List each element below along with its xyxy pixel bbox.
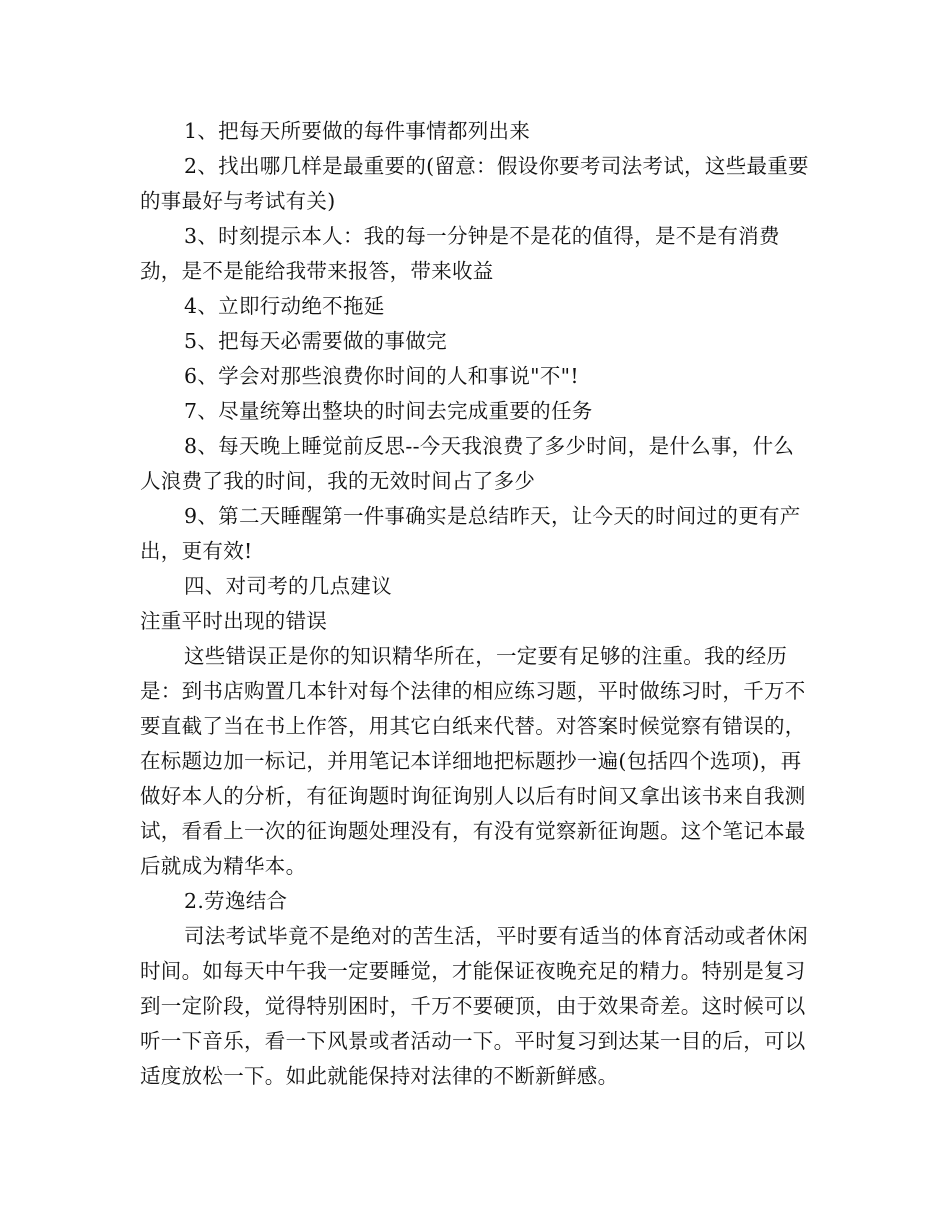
paragraph-balance: 司法考试毕竟不是绝对的苦生活，平时要有适当的体育活动或者休闲时间。如每天中午我一定要睡觉，才能保证夜晚充足的精力。特别是复习到一定阶段，觉得特别困时，千万不要硬顶，由于效果奇差。这时候可以听一下音乐，看一下风景或者活动一下。平时复习到达某一目的后，可以适度放松一下。如此就能保持对法律的不断新鲜感。 [140,924,808,1088]
list-item-8: 8、每天晚上睡觉前反思--今天我浪费了多少时间，是什么事，什么人浪费了我的时间，我的无效时间占了多少 [140,434,795,493]
document-body [140,114,812,1094]
list-item-4: 4、立即行动绝不拖延 [184,294,385,318]
list-item-9: 9、第二天睡醒第一件事确实是总结昨天，让今天的时间过的更有产出，更有效! [140,504,801,563]
list-item-3: 3、时刻提示本人：我的每一分钟是不是花的值得，是不是有消费劲，是不是能给我带来报答，带来收益 [140,224,780,283]
list-item-2: 2、找出哪几样是最重要的(留意：假设你要考司法考试，这些最重要的事最好与考试有关) [140,154,809,213]
list-item-6: 6、学会对那些浪费你时间的人和事说"不"! [184,364,579,388]
section-heading: 四、对司考的几点建议 [184,574,392,598]
list-item-7: 7、尽量统筹出整块的时间去完成重要的任务 [184,399,593,423]
list-item-1: 1、把每天所要做的每件事情都列出来 [184,119,531,143]
list-item-5: 5、把每天必需要做的事做完 [184,329,447,353]
subheading-errors: 注重平时出现的错误 [140,609,328,633]
subheading-balance: 2.劳逸结合 [184,889,288,913]
paragraph-errors: 这些错误正是你的知识精华所在，一定要有足够的注重。我的经历是：到书店购置几本针对每个法律的相应练习题，平时做练习时，千万不要直截了当在书上作答，用其它白纸来代替。对答案时候觉察有错误的，在标题边加一标记，并用笔记本详细地把标题抄一遍(包括四个选项)，再做好本人的分析，有征询题时询征询别人以后有时间又拿出该书来自我测试，看看上一次的征询题处理没有，有没有觉察新征询题。这个笔记本最后就成为精华本。 [140,644,806,878]
